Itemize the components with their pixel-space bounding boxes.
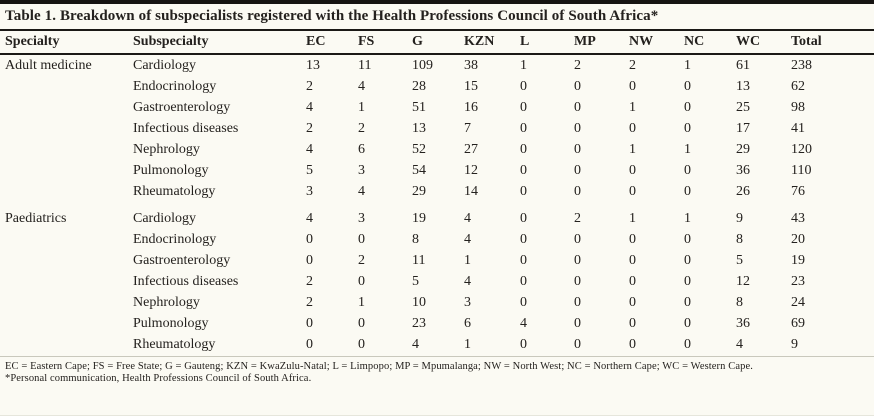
value-cell-kzn: 7 — [464, 120, 471, 136]
value-cell-l: 0 — [520, 120, 527, 136]
value-cell-mp: 0 — [574, 253, 581, 268]
value-cell-g: 5 — [412, 274, 419, 289]
value-cell-wc: 5 — [736, 253, 743, 268]
value-cell-mp: 0 — [574, 141, 581, 157]
value-cell-nc: 0 — [684, 253, 691, 268]
value-cell-g: 10 — [412, 295, 426, 310]
value-cell-total: 120 — [791, 141, 812, 157]
value-cell-ec: 2 — [306, 120, 313, 136]
value-cell-wc: 9 — [736, 211, 743, 226]
value-cell-kzn: 1 — [464, 337, 471, 352]
table-row-paediatrics-pulmonology — [0, 314, 874, 335]
specialty-cell — [0, 272, 133, 293]
value-cell-nc: 0 — [684, 316, 691, 331]
column-header-kzn: KZN — [464, 30, 520, 54]
value-cell-fs: 3 — [358, 211, 365, 226]
value-cell-l: 1 — [520, 57, 527, 73]
value-cell-nc: 0 — [684, 295, 691, 310]
value-cell-kzn: 4 — [464, 232, 471, 247]
value-cell-ec: 2 — [306, 295, 313, 310]
table-row-adult-medicine-nephrology — [0, 139, 874, 160]
value-cell-fs: 2 — [358, 120, 365, 136]
value-cell-nw: 0 — [629, 162, 636, 178]
value-cell-ec: 4 — [306, 211, 313, 226]
value-cell-nc: 0 — [684, 337, 691, 352]
value-cell-total: 69 — [791, 316, 805, 331]
value-cell-ec: 2 — [306, 78, 313, 94]
value-cell-fs: 11 — [358, 57, 372, 73]
value-cell-wc: 8 — [736, 295, 743, 310]
value-cell-g: 8 — [412, 232, 419, 247]
subspecialty-cell: Cardiology — [133, 211, 196, 226]
subspecialty-cell: Infectious diseases — [133, 274, 239, 289]
value-cell-g: 51 — [412, 99, 426, 115]
table-row-adult-medicine-infectious-diseases — [0, 118, 874, 139]
footnote-abbreviations: EC = Eastern Cape; FS = Free State; G = Gauteng; KZN = KwaZulu-Natal; L = Limpopo; MP = Mpumalanga; NW = North West; NC = Northern Cape; WC = Western Cape. — [5, 360, 753, 372]
value-cell-g: 23 — [412, 316, 426, 331]
value-cell-total: 76 — [791, 183, 805, 199]
value-cell-l: 0 — [520, 141, 527, 157]
value-cell-fs: 3 — [358, 162, 365, 178]
value-cell-kzn: 6 — [464, 316, 471, 331]
specialty-cell — [0, 335, 133, 357]
value-cell-l: 0 — [520, 99, 527, 115]
value-cell-ec: 5 — [306, 162, 313, 178]
value-cell-ec: 4 — [306, 99, 313, 115]
value-cell-nw: 0 — [629, 337, 636, 352]
value-cell-g: 52 — [412, 141, 426, 157]
value-cell-mp: 2 — [574, 211, 581, 226]
value-cell-total: 9 — [791, 337, 798, 352]
specialty-cell — [0, 251, 133, 272]
value-cell-nw: 0 — [629, 316, 636, 331]
value-cell-ec: 2 — [306, 274, 313, 289]
value-cell-wc: 17 — [736, 120, 750, 136]
value-cell-wc: 36 — [736, 316, 750, 331]
value-cell-mp: 2 — [574, 57, 581, 73]
value-cell-l: 0 — [520, 211, 527, 226]
table-row-paediatrics-endocrinology — [0, 230, 874, 251]
value-cell-fs: 2 — [358, 253, 365, 268]
value-cell-g: 28 — [412, 78, 426, 94]
table-row-paediatrics-rheumatology — [0, 335, 874, 357]
value-cell-nw: 0 — [629, 274, 636, 289]
specialty-cell: Paediatrics — [5, 211, 67, 226]
value-cell-kzn: 27 — [464, 141, 478, 157]
value-cell-kzn: 14 — [464, 183, 478, 199]
value-cell-ec: 0 — [306, 253, 313, 268]
specialty-cell — [0, 160, 133, 181]
value-cell-nw: 0 — [629, 253, 636, 268]
value-cell-nw: 0 — [629, 183, 636, 199]
column-header-specialty: Specialty — [0, 30, 133, 54]
value-cell-total: 98 — [791, 99, 805, 115]
value-cell-total: 238 — [791, 57, 812, 73]
subspecialty-cell: Endocrinology — [133, 78, 217, 94]
subspecialty-cell: Gastroenterology — [133, 99, 231, 115]
value-cell-mp: 0 — [574, 78, 581, 94]
subspecialty-cell: Rheumatology — [133, 337, 216, 352]
column-header-ec: EC — [306, 30, 358, 54]
value-cell-nc: 0 — [684, 183, 691, 199]
value-cell-total: 62 — [791, 78, 805, 94]
table-row-adult-medicine-gastroenterology — [0, 97, 874, 118]
table-row-adult-medicine-pulmonology — [0, 160, 874, 181]
value-cell-mp: 0 — [574, 183, 581, 199]
value-cell-kzn: 12 — [464, 162, 478, 178]
subspecialty-cell: Infectious diseases — [133, 120, 239, 136]
value-cell-mp: 0 — [574, 274, 581, 289]
column-header-fs: FS — [358, 30, 412, 54]
value-cell-kzn: 4 — [464, 211, 471, 226]
subspecialty-cell: Pulmonology — [133, 316, 209, 331]
value-cell-nc: 0 — [684, 274, 691, 289]
value-cell-nw: 0 — [629, 120, 636, 136]
value-cell-l: 0 — [520, 274, 527, 289]
value-cell-l: 0 — [520, 337, 527, 352]
value-cell-wc: 13 — [736, 78, 750, 94]
value-cell-fs: 4 — [358, 183, 365, 199]
value-cell-l: 0 — [520, 162, 527, 178]
value-cell-wc: 29 — [736, 141, 750, 157]
table-row-adult-medicine-endocrinology — [0, 76, 874, 97]
value-cell-l: 0 — [520, 232, 527, 247]
value-cell-ec: 3 — [306, 183, 313, 199]
value-cell-wc: 61 — [736, 57, 750, 73]
value-cell-mp: 0 — [574, 99, 581, 115]
value-cell-wc: 4 — [736, 337, 743, 352]
table-title: Table 1. Breakdown of subspecialists registered with the Health Professions Council of South Africa* — [5, 8, 659, 24]
value-cell-mp: 0 — [574, 120, 581, 136]
column-header-total: Total — [791, 30, 874, 54]
value-cell-wc: 12 — [736, 274, 750, 289]
value-cell-total: 24 — [791, 295, 805, 310]
value-cell-nc: 0 — [684, 99, 691, 115]
footnotes — [0, 357, 874, 386]
value-cell-ec: 0 — [306, 232, 313, 247]
value-cell-fs: 0 — [358, 316, 365, 331]
value-cell-kzn: 38 — [464, 57, 478, 73]
value-cell-fs: 0 — [358, 232, 365, 247]
value-cell-g: 4 — [412, 337, 419, 352]
value-cell-mp: 0 — [574, 316, 581, 331]
value-cell-l: 0 — [520, 295, 527, 310]
value-cell-total: 43 — [791, 211, 805, 226]
header-row — [0, 30, 874, 54]
table-row-adult-medicine-rheumatology — [0, 181, 874, 202]
column-header-nw: NW — [629, 30, 684, 54]
value-cell-total: 23 — [791, 274, 805, 289]
value-cell-nw: 1 — [629, 141, 636, 157]
value-cell-mp: 0 — [574, 232, 581, 247]
footnote-source: *Personal communication, Health Professions Council of South Africa. — [5, 373, 312, 384]
value-cell-l: 0 — [520, 183, 527, 199]
value-cell-nw: 0 — [629, 232, 636, 247]
value-cell-nc: 0 — [684, 120, 691, 136]
value-cell-nw: 1 — [629, 99, 636, 115]
value-cell-fs: 0 — [358, 337, 365, 352]
value-cell-wc: 25 — [736, 99, 750, 115]
value-cell-nc: 1 — [684, 211, 691, 226]
specialty-cell — [0, 97, 133, 118]
specialty-cell — [0, 76, 133, 97]
value-cell-g: 19 — [412, 211, 426, 226]
value-cell-g: 29 — [412, 183, 426, 199]
value-cell-fs: 1 — [358, 295, 365, 310]
table-row-paediatrics-cardiology — [0, 202, 874, 230]
specialty-cell — [0, 181, 133, 202]
value-cell-ec: 0 — [306, 316, 313, 331]
specialty-cell — [0, 293, 133, 314]
specialty-cell — [0, 139, 133, 160]
value-cell-ec: 0 — [306, 337, 313, 352]
value-cell-nc: 1 — [684, 141, 691, 157]
value-cell-g: 11 — [412, 253, 426, 268]
value-cell-ec: 13 — [306, 57, 320, 73]
subspecialty-cell: Gastroenterology — [133, 253, 231, 268]
value-cell-nw: 1 — [629, 211, 636, 226]
value-cell-l: 4 — [520, 316, 527, 331]
column-header-l: L — [520, 30, 574, 54]
value-cell-nw: 2 — [629, 57, 636, 73]
value-cell-l: 0 — [520, 253, 527, 268]
value-cell-total: 41 — [791, 120, 805, 136]
subspecialty-cell: Endocrinology — [133, 232, 217, 247]
value-cell-g: 54 — [412, 162, 426, 178]
subspecialty-cell: Nephrology — [133, 141, 200, 157]
column-header-nc: NC — [684, 30, 736, 54]
value-cell-total: 20 — [791, 232, 805, 247]
subspecialty-cell: Nephrology — [133, 295, 200, 310]
value-cell-kzn: 16 — [464, 99, 478, 115]
value-cell-fs: 0 — [358, 274, 365, 289]
specialty-cell: Adult medicine — [5, 57, 92, 73]
value-cell-nw: 0 — [629, 78, 636, 94]
value-cell-fs: 1 — [358, 99, 365, 115]
table-row-paediatrics-gastroenterology — [0, 251, 874, 272]
value-cell-wc: 36 — [736, 162, 750, 178]
table-row-paediatrics-nephrology — [0, 293, 874, 314]
column-header-g: G — [412, 30, 464, 54]
value-cell-mp: 0 — [574, 337, 581, 352]
value-cell-fs: 6 — [358, 141, 365, 157]
value-cell-g: 13 — [412, 120, 426, 136]
value-cell-kzn: 4 — [464, 274, 471, 289]
value-cell-nc: 0 — [684, 162, 691, 178]
specialty-cell — [0, 118, 133, 139]
value-cell-nc: 1 — [684, 57, 691, 73]
value-cell-wc: 8 — [736, 232, 743, 247]
subspecialty-cell: Rheumatology — [133, 183, 216, 199]
value-cell-l: 0 — [520, 78, 527, 94]
value-cell-g: 109 — [412, 57, 433, 73]
specialty-cell — [0, 314, 133, 335]
value-cell-wc: 26 — [736, 183, 750, 199]
value-cell-kzn: 3 — [464, 295, 471, 310]
table-row-adult-medicine-cardiology — [0, 54, 874, 76]
subspecialty-cell: Cardiology — [133, 57, 196, 73]
value-cell-total: 19 — [791, 253, 805, 268]
table-row-paediatrics-infectious-diseases — [0, 272, 874, 293]
subspecialists-table — [0, 29, 874, 357]
value-cell-nc: 0 — [684, 232, 691, 247]
column-header-subspecialty: Subspecialty — [133, 30, 306, 54]
value-cell-fs: 4 — [358, 78, 365, 94]
specialty-cell — [0, 230, 133, 251]
value-cell-kzn: 15 — [464, 78, 478, 94]
value-cell-mp: 0 — [574, 162, 581, 178]
value-cell-ec: 4 — [306, 141, 313, 157]
column-header-mp: MP — [574, 30, 629, 54]
value-cell-nw: 0 — [629, 295, 636, 310]
value-cell-nc: 0 — [684, 78, 691, 94]
column-header-wc: WC — [736, 30, 791, 54]
value-cell-total: 110 — [791, 162, 812, 178]
value-cell-mp: 0 — [574, 295, 581, 310]
value-cell-kzn: 1 — [464, 253, 471, 268]
subspecialty-cell: Pulmonology — [133, 162, 209, 178]
